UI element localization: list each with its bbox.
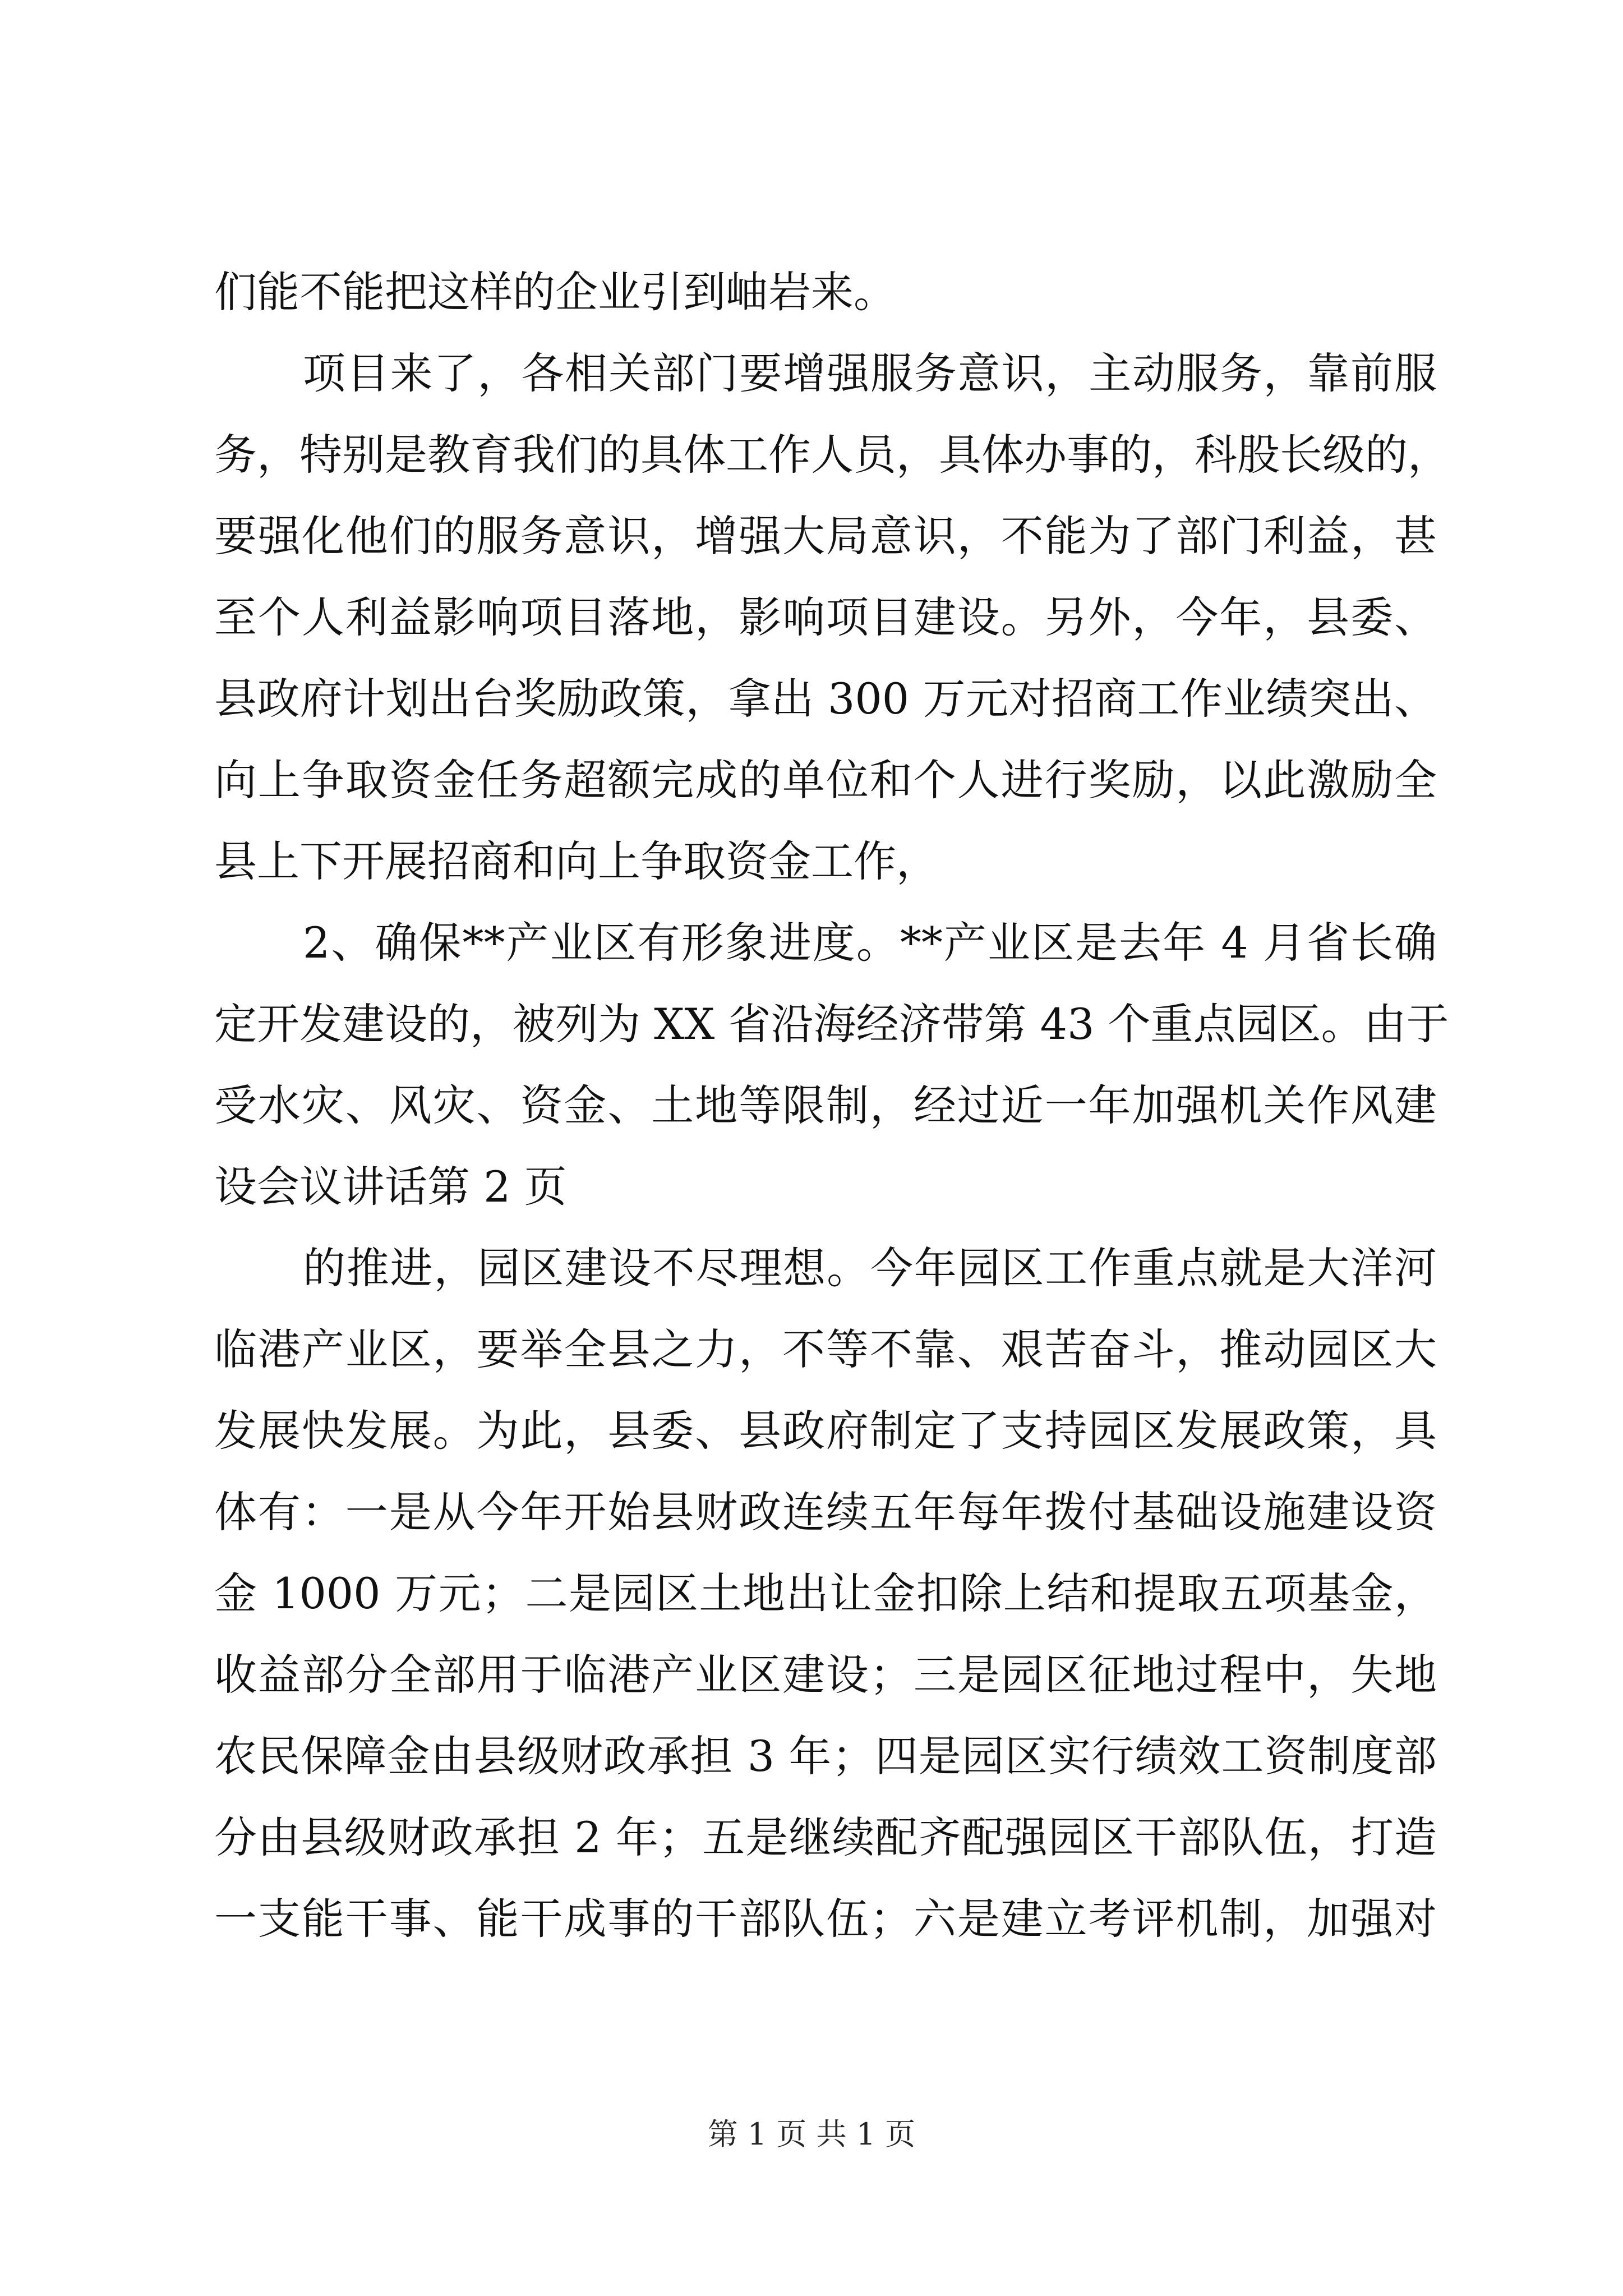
text-line: 一支能干事、能干成事的干部队伍；六是建立考评机制，加强对 (214, 1894, 1437, 1944)
document-body (214, 251, 1450, 1959)
text-line: 设会议讲话第 2 页 (214, 1162, 567, 1212)
text-line: 县上下开展招商和向上争取资金工作， (214, 836, 939, 886)
text-line: 的推进，园区建设不尽理想。今年园区工作重点就是大洋河 (303, 1243, 1437, 1293)
text-line: 发展快发展。为此，县委、县政府制定了支持园区发展政策，具 (214, 1406, 1437, 1456)
text-line: 受水灾、风灾、资金、土地等限制，经过近一年加强机关作风建 (214, 1080, 1437, 1130)
text-line: 收益部分全部用于临港产业区建设；三是园区征地过程中，失地 (214, 1650, 1437, 1700)
text-line: 金 1000 万元；二是园区土地出让金扣除上结和提取五项基金， (214, 1568, 1437, 1618)
text-line: 农民保障金由县级财政承担 3 年；四是园区实行绩效工资制度部 (214, 1731, 1437, 1781)
text-line: 分由县级财政承担 2 年；五是继续配齐配强园区干部队伍，打造 (214, 1812, 1437, 1862)
text-line: 定开发建设的，被列为 XX 省沿海经济带第 43 个重点园区。由于 (214, 999, 1449, 1049)
text-line: 至个人利益影响项目落地，影响项目建设。另外，今年，县委、 (214, 592, 1437, 642)
text-line: 项目来了，各相关部门要增强服务意识，主动服务，靠前服 (303, 348, 1437, 398)
text-line: 要强化他们的服务意识，增强大局意识，不能为了部门利益，甚 (214, 511, 1437, 561)
text-line: 临港产业区，要举全县之力，不等不靠、艰苦奋斗，推动园区大 (214, 1324, 1437, 1374)
text-line: 们能不能把这样的企业引到岫岩来。 (214, 267, 896, 317)
text-line: 务，特别是教育我们的具体工作人员，具体办事的，科股长级的， (214, 430, 1450, 480)
text-line: 体有：一是从今年开始县财政连续五年每年拨付基础设施建设资 (214, 1487, 1437, 1537)
text-line: 2、确保**产业区有形象进度。**产业区是去年 4 月省长确 (303, 918, 1437, 968)
text-line: 向上争取资金任务超额完成的单位和个人进行奖励，以此激励全 (214, 755, 1437, 805)
page-footer: 第 1 页 共 1 页 (707, 2116, 916, 2152)
text-line: 县政府计划出台奖励政策，拿出 300 万元对招商工作业绩突出、 (214, 674, 1437, 724)
